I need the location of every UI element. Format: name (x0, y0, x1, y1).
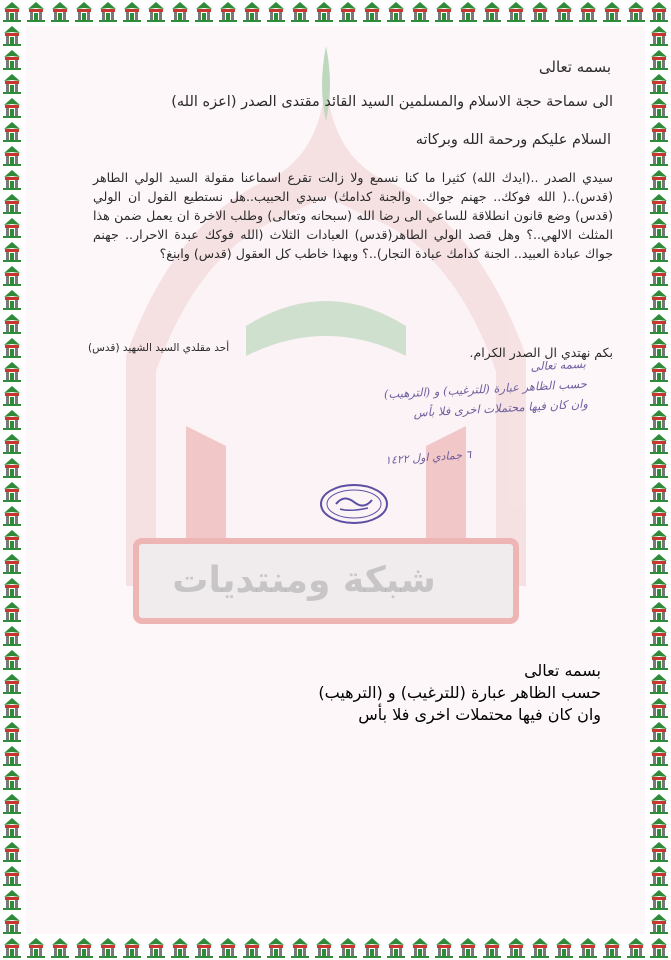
handwritten-line: وان كان فيها محتملات اخرى فلا بأس (413, 396, 589, 420)
letter-closing: بكم نهتدي ال الصدر الكرام. (469, 345, 613, 360)
letter-page (26, 26, 645, 934)
handwritten-date: ٦ جمادي اول ١٤٢٢ (384, 448, 472, 468)
official-seal-stamp (318, 482, 390, 526)
decorative-border-top (0, 0, 671, 24)
decorative-border-bottom (0, 936, 671, 960)
letter-signature: أحد مقلدي السيد الشهيد (قدس) (88, 342, 230, 354)
letter-addressee: الى سماحة حجة الاسلام والمسلمين السيد القائد مقتدى الصدر (اعزه الله) (171, 94, 613, 110)
handwritten-line: حسب الظاهر عبارة (للترغيب) و (الترهيب) (383, 376, 588, 402)
mosque-watermark-logo (26, 26, 645, 934)
letter-greeting: السلام عليكم ورحمة الله وبركاته (415, 132, 611, 148)
typed-reply-line: حسب الظاهر عبارة (للترغيب) و (الترهيب) (318, 683, 601, 702)
decorative-border-left (0, 0, 24, 960)
handwritten-line: بسمه تعالى (530, 356, 587, 374)
letter-body: سيدي الصدر ..(ايدك الله) كثيرا ما كنا نسمع ولا زالت تقرع اسماعنا مقولة السيد الولي الطاهر (قدس)..( الله فوكك.. جهنم جواك.. والجنة كدامك) سيدي الحبيب..هل نستطيع القول ان الولي (قدس) وضع قانون انطلاقة للساعي الى رضا الله (سبحانه وتعالى) وطلب الاخرة ان يعمل ضمن هذا المثلث الالهي..؟ وهل قصد الولي الطاهر(قدس) العبادات الثلاث (الله فوكك عبدة الاحرار.. جهنم جواك عبادة العبيد.. الجنة كدامك عبادة التجار)..؟ وبهذا خاطب كل العقول (قدس) وابنغ؟ (93, 170, 613, 261)
decorative-border-right (647, 0, 671, 960)
watermark-text: شبكة ومنتديات (172, 560, 436, 601)
letter-bismillah: بسمه تعالى (538, 58, 611, 76)
typed-reply-line: بسمه تعالى (524, 661, 601, 680)
typed-reply (318, 660, 601, 726)
typed-reply-line: وان كان فيها محتملات اخرى فلا بأس (358, 705, 601, 724)
